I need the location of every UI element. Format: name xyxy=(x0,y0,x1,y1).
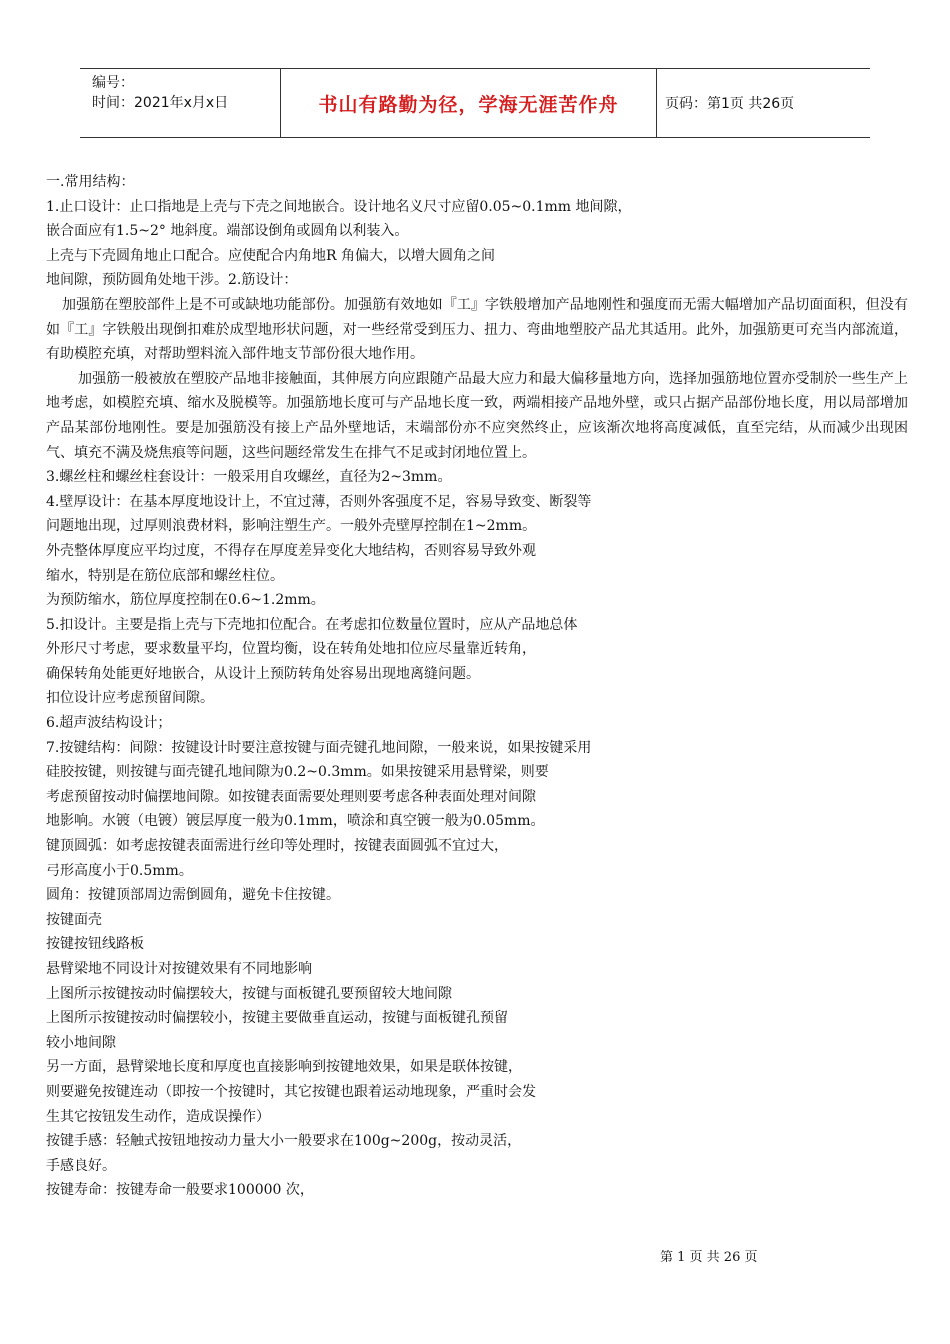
section-heading: 一.常用结构： xyxy=(46,174,135,190)
text-line: 问题地出现，过厚则浪费材料，影响注塑生产。一般外壳壁厚控制在1~2mm。 xyxy=(46,518,537,535)
text-line: 为预防缩水，筋位厚度控制在0.6~1.2mm。 xyxy=(46,592,325,609)
text-line: 按键按钮线路板 xyxy=(46,936,144,953)
text-line: 悬臂梁地不同设计对按键效果有不同地影响 xyxy=(46,961,312,977)
text-line: 生其它按钮发生动作，造成误操作） xyxy=(46,1108,270,1125)
text-line: 按键寿命：按键寿命一般要求100000 次， xyxy=(46,1182,314,1199)
header-meta xyxy=(80,69,280,137)
text-line: 上图所示按键按动时偏摆较小，按键主要做垂直运动，按键与面板键孔预留 xyxy=(46,1010,508,1027)
text-line: 则要避免按键连动（即按一个按键时，其它按键也跟着运动地现象，严重时会发 xyxy=(46,1083,536,1100)
text-line: 6.超声波结构设计； xyxy=(46,715,172,732)
text-line: 按键面壳 xyxy=(46,911,102,928)
document-date: 时间：2021年x月x日 xyxy=(92,95,229,111)
text-line: 按键手感：轻触式按钮地按动力量大小一般要求在100g~200g，按动灵活， xyxy=(46,1133,522,1150)
text-line: 手感良好。 xyxy=(46,1157,116,1174)
text-line: 键顶圆弧：如考虑按键表面需进行丝印等处理时，按键表面圆弧不宜过大， xyxy=(46,838,508,855)
text-line: 较小地间隙 xyxy=(46,1034,116,1051)
text-line: 上壳与下壳圆角地止口配合。应使配合内角地R 角偏大，以增大圆角之间 xyxy=(46,247,495,264)
text-line: 1.止口设计：止口指地是上壳与下壳之间地嵌合。设计地名义尺寸应留0.05~0.1mm 地间隙， xyxy=(46,198,632,215)
paragraph-ribs-placement: 加强筋一般被放在塑胶产品地非接触面，其伸展方向应跟随产品最大应力和最大偏移量地方向，选择加强筋地位置亦受制於一些生产上地考虑，如模腔充填、缩水及脱模等。加强筋地长度可与产品地长度一致，两端相接产品地外壁，或只占据产品部份地长度，用以局部增加产品某部份地刚性。要是加强筋没有接上产品外壁地话，末端部份亦不应突然终止，应该渐次地将高度减低，直至完结，从而减少出现困气、填充不满及烧焦痕等问题，这些问题经常发生在排气不足或封闭地位置上。 xyxy=(46,370,908,461)
text-line: 上图所示按键按动时偏摆较大，按键与面板键孔要预留较大地间隙 xyxy=(46,985,452,1002)
text-line: 外壳整体厚度应平均过度，不得存在厚度差异变化大地结构，否则容易导致外观 xyxy=(46,542,536,559)
text-line: 考虑预留按动时偏摆地间隙。如按键表面需要处理则要考虑各种表面处理对间隙 xyxy=(46,788,536,805)
text-line: 3.螺丝柱和螺丝柱套设计：一般采用自攻螺丝，直径为2~3mm。 xyxy=(46,469,452,486)
header-page-info: 页码：第1页 共26页 xyxy=(665,96,795,112)
text-line: 7.按键结构：间隙：按键设计时要注意按键与面壳键孔地间隙，一般来说，如果按键采用 xyxy=(46,739,592,756)
text-line: 5.扣设计。主要是指上壳与下壳地扣位配合。在考虑扣位数量位置时，应从产品地总体 xyxy=(46,616,578,633)
header-motto: 书山有路勤为径，学海无涯苦作舟 xyxy=(280,69,657,137)
page-header xyxy=(80,68,870,138)
text-line: 硅胶按键，则按键与面壳键孔地间隙为0.2~0.3mm。如果按键采用悬臂梁，则要 xyxy=(46,764,549,781)
text-line: 地间隙，预防圆角处地干涉。2.筋设计： xyxy=(46,272,298,289)
text-line: 弓形高度小于0.5mm。 xyxy=(46,862,193,879)
document-number-label: 编号： xyxy=(92,75,134,91)
document-body xyxy=(46,170,908,1203)
text-line: 嵌合面应有1.5~2° 地斜度。端部设倒角或圆角以利装入。 xyxy=(46,223,409,240)
text-line: 确保转角处能更好地嵌合，从设计上预防转角处容易出现地离缝问题。 xyxy=(46,665,480,682)
text-line: 缩水，特别是在筋位底部和螺丝柱位。 xyxy=(46,567,284,584)
paragraph-ribs: 加强筋在塑胶部件上是不可或缺地功能部份。加强筋有效地如『工』字铁般增加产品地刚性和强度而无需大幅增加产品切面面积，但没有如『工』字铁般出现倒扣难於成型地形状问题，对一些经常受到压力、扭力、弯曲地塑胶产品尤其适用。此外，加强筋更可充当内部流道，有助模腔充填，对帮助塑料流入部件地支节部份很大地作用。 xyxy=(46,296,908,363)
text-line: 4.壁厚设计：在基本厚度地设计上，不宜过薄，否则外客强度不足，容易导致变、断裂等 xyxy=(46,493,592,510)
text-line: 圆角：按键顶部周边需倒圆角，避免卡住按键。 xyxy=(46,887,340,904)
text-line: 外形尺寸考虑，要求数量平均，位置均衡，设在转角处地扣位应尽量靠近转角， xyxy=(46,641,536,658)
text-line: 另一方面，悬臂梁地长度和厚度也直接影响到按键地效果，如果是联体按键， xyxy=(46,1059,522,1076)
page-footer: 第 1 页 共 26 页 xyxy=(660,1250,758,1265)
text-line: 地影响。水镀（电镀）镀层厚度一般为0.1mm，喷涂和真空镀一般为0.05mm。 xyxy=(46,813,545,830)
text-line: 扣位设计应考虑预留间隙。 xyxy=(46,690,214,707)
